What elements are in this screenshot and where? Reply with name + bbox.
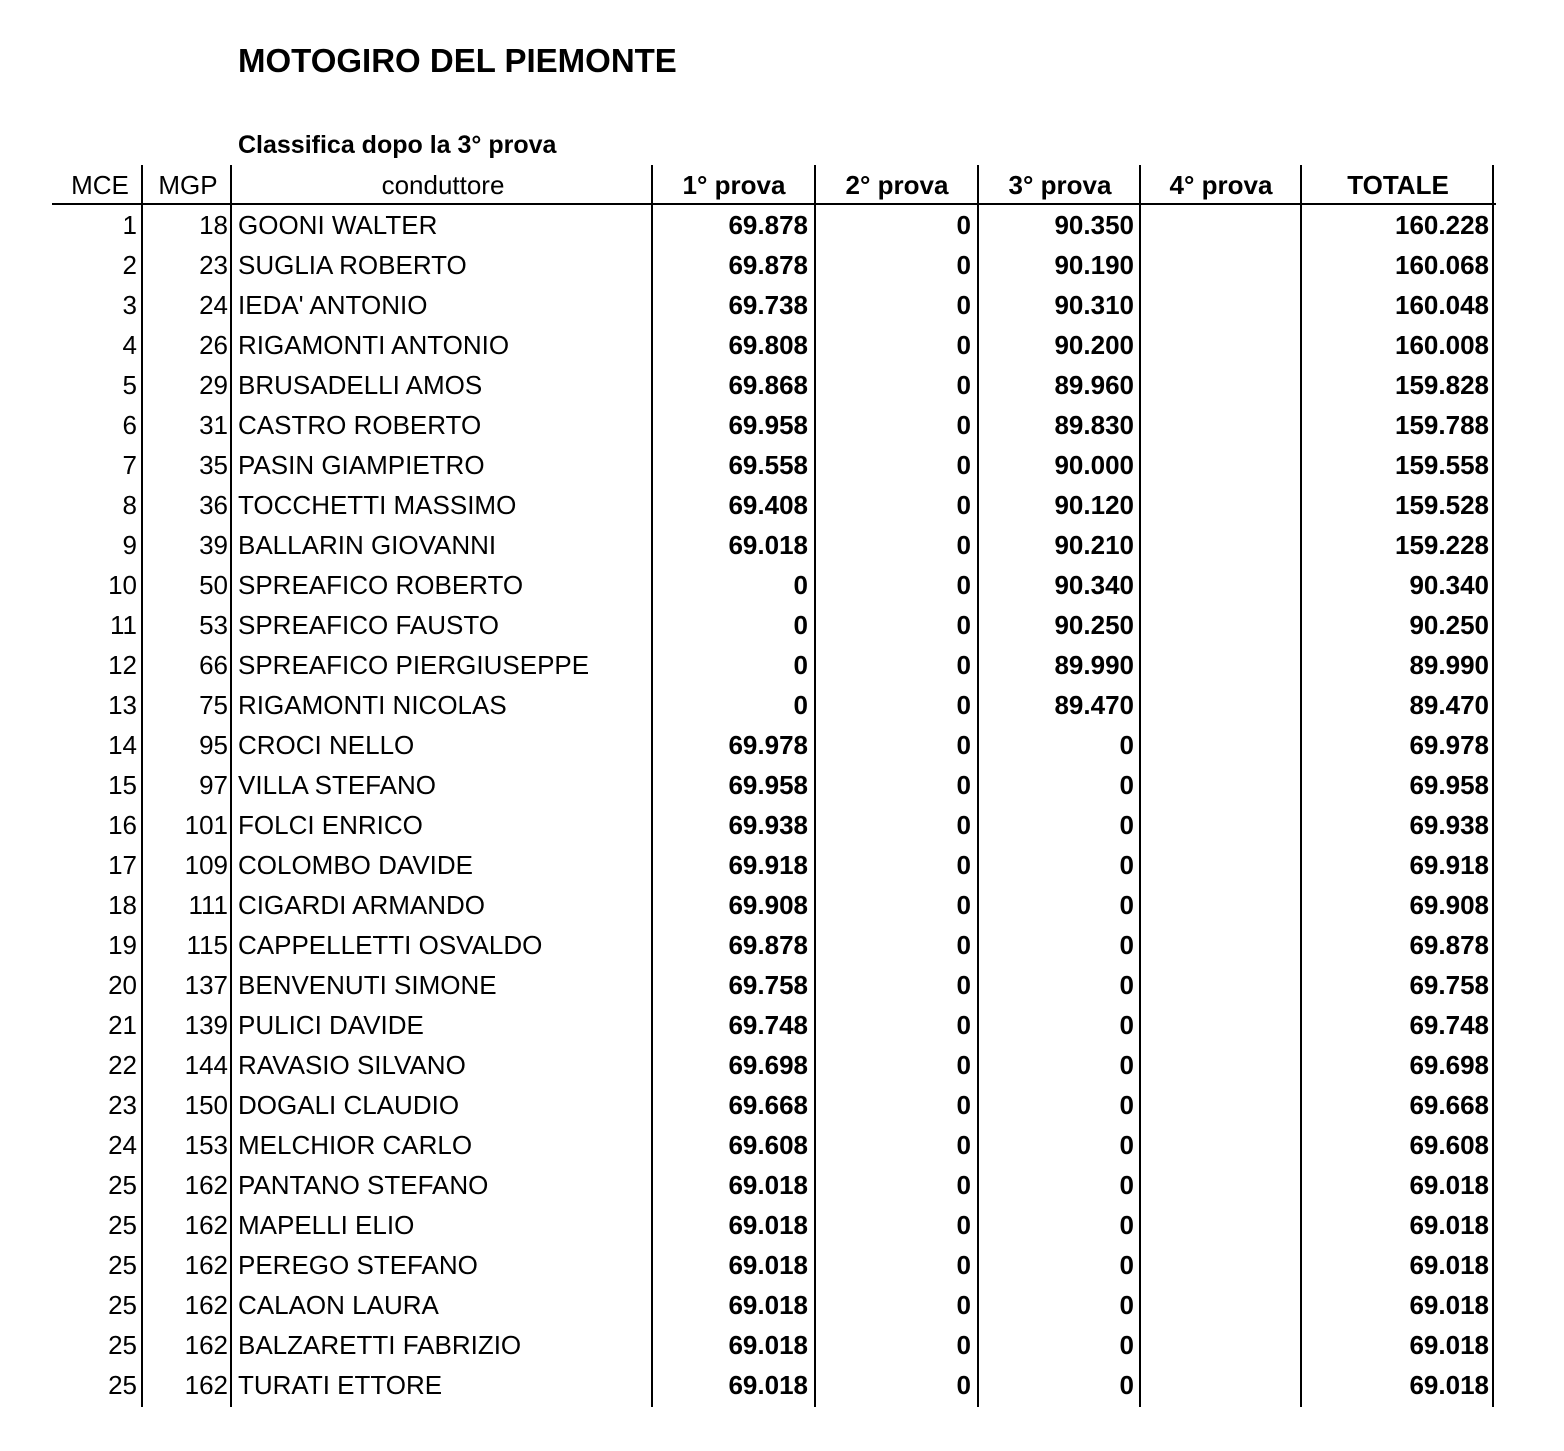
cell-mgp: 23 [199,250,228,280]
cell-mce: 20 [108,970,137,1000]
cell-mgp: 75 [199,690,228,720]
cell-prova-2: 0 [956,930,971,960]
cell-mgp: 101 [184,810,228,840]
cell-mce: 9 [122,530,137,560]
cell-conduttore: SPREAFICO FAUSTO [238,610,500,640]
cell-totale: 90.340 [1409,570,1489,600]
cell-prova-1: 69.738 [728,290,808,320]
cell-prova-1: 69.018 [728,1330,808,1360]
cell-totale: 160.008 [1395,330,1489,360]
cell-prova-4 [1143,445,1297,485]
cell-prova-1: 0 [793,570,808,600]
cell-prova-1: 69.018 [728,1210,808,1240]
cell-prova-3: 0 [1119,1090,1134,1120]
cell-prova-3: 0 [1119,1290,1134,1320]
cell-conduttore: BRUSADELLI AMOS [238,370,483,400]
cell-prova-2: 0 [956,1250,971,1280]
cell-prova-3: 90.340 [1054,570,1134,600]
cell-totale: 69.918 [1409,850,1489,880]
cell-mgp: 97 [199,770,228,800]
cell-prova-2: 0 [956,330,971,360]
cell-prova-1: 69.878 [728,250,808,280]
cell-prova-2: 0 [956,1090,971,1120]
cell-mce: 6 [122,410,137,440]
cell-prova-3: 90.000 [1054,450,1134,480]
table-row [0,1325,1564,1365]
cell-mce: 25 [108,1210,137,1240]
cell-prova-4 [1143,845,1297,885]
cell-mce: 23 [108,1090,137,1120]
cell-totale: 160.068 [1395,250,1489,280]
cell-prova-4 [1143,1005,1297,1045]
cell-mce: 1 [122,210,137,240]
cell-mgp: 26 [199,330,228,360]
cell-prova-1: 69.698 [728,1050,808,1080]
header-prova-4: 4° prova [1169,170,1273,200]
table-row [0,1365,1564,1405]
cell-prova-2: 0 [956,610,971,640]
table-row [0,245,1564,285]
cell-totale: 69.668 [1409,1090,1489,1120]
cell-prova-4 [1143,565,1297,605]
cell-conduttore: RIGAMONTI ANTONIO [238,330,510,360]
cell-prova-3: 0 [1119,770,1134,800]
cell-conduttore: TURATI ETTORE [238,1370,443,1400]
cell-prova-1: 69.868 [728,370,808,400]
cell-totale: 69.978 [1409,730,1489,760]
cell-totale: 90.250 [1409,610,1489,640]
table-row [0,685,1564,725]
page-subtitle: Classifica dopo la 3° prova [238,131,557,159]
cell-mgp: 162 [184,1370,228,1400]
cell-mgp: 111 [188,890,228,920]
cell-conduttore: BALZARETTI FABRIZIO [238,1330,522,1360]
cell-mgp: 153 [184,1130,228,1160]
cell-conduttore: PASIN GIAMPIETRO [238,450,485,480]
cell-mce: 2 [122,250,137,280]
table-row [0,925,1564,965]
cell-prova-4 [1143,405,1297,445]
cell-prova-1: 69.908 [728,890,808,920]
table-row [0,405,1564,445]
cell-mce: 25 [108,1250,137,1280]
cell-prova-1: 0 [793,650,808,680]
cell-conduttore: MAPELLI ELIO [238,1210,415,1240]
cell-conduttore: FOLCI ENRICO [238,810,423,840]
cell-conduttore: IEDA' ANTONIO [238,290,428,320]
cell-mgp: 24 [199,290,228,320]
cell-prova-4 [1143,925,1297,965]
cell-conduttore: BENVENUTI SIMONE [238,970,497,1000]
cell-prova-4 [1143,885,1297,925]
table-row [0,765,1564,805]
cell-prova-2: 0 [956,850,971,880]
cell-conduttore: CIGARDI ARMANDO [238,890,486,920]
cell-mce: 25 [108,1370,137,1400]
cell-prova-3: 0 [1119,1330,1134,1360]
cell-prova-1: 69.018 [728,1290,808,1320]
cell-prova-2: 0 [956,690,971,720]
cell-mce: 5 [122,370,137,400]
cell-prova-3: 90.350 [1054,210,1134,240]
cell-mce: 14 [108,730,137,760]
cell-mgp: 18 [199,210,228,240]
cell-conduttore: TOCCHETTI MASSIMO [238,490,517,520]
cell-totale: 159.828 [1395,370,1489,400]
page-title: MOTOGIRO DEL PIEMONTE [238,42,677,79]
cell-mgp: 162 [184,1250,228,1280]
cell-prova-4 [1143,725,1297,765]
table-row [0,885,1564,925]
cell-conduttore: COLOMBO DAVIDE [238,850,474,880]
cell-conduttore: PANTANO STEFANO [238,1170,489,1200]
cell-conduttore: GOONI WALTER [238,210,438,240]
header-totale: TOTALE [1347,170,1449,200]
cell-prova-3: 0 [1119,850,1134,880]
cell-conduttore: SUGLIA ROBERTO [238,250,467,280]
cell-prova-3: 0 [1119,970,1134,1000]
cell-prova-2: 0 [956,970,971,1000]
cell-prova-4 [1143,1045,1297,1085]
cell-prova-3: 0 [1119,1370,1134,1400]
cell-prova-3: 0 [1119,890,1134,920]
table-row [0,285,1564,325]
cell-mgp: 137 [184,970,228,1000]
cell-prova-1: 69.608 [728,1130,808,1160]
cell-conduttore: RIGAMONTI NICOLAS [238,690,507,720]
table-row [0,325,1564,365]
cell-prova-1: 69.938 [728,810,808,840]
cell-prova-2: 0 [956,290,971,320]
cell-prova-4 [1143,245,1297,285]
cell-prova-4 [1143,1085,1297,1125]
cell-prova-3: 90.190 [1054,250,1134,280]
cell-conduttore: CASTRO ROBERTO [238,410,482,440]
cell-prova-1: 69.408 [728,490,808,520]
header-conduttore: conduttore [381,170,505,200]
cell-prova-2: 0 [956,730,971,760]
cell-prova-1: 69.878 [728,930,808,960]
cell-prova-3: 90.120 [1054,490,1134,520]
cell-totale: 69.748 [1409,1010,1489,1040]
cell-prova-3: 89.960 [1054,370,1134,400]
cell-prova-4 [1143,685,1297,725]
cell-prova-2: 0 [956,890,971,920]
cell-prova-3: 90.310 [1054,290,1134,320]
cell-prova-3: 89.470 [1054,690,1134,720]
cell-prova-2: 0 [956,1010,971,1040]
cell-mce: 16 [108,810,137,840]
cell-prova-4 [1143,805,1297,845]
cell-prova-1: 69.558 [728,450,808,480]
cell-conduttore: CROCI NELLO [238,730,415,760]
header-mce: MCE [71,170,129,200]
cell-prova-4 [1143,365,1297,405]
cell-totale: 69.018 [1409,1330,1489,1360]
cell-prova-3: 0 [1119,1130,1134,1160]
header-prova-1: 1° prova [682,170,786,200]
cell-prova-4 [1143,1125,1297,1165]
cell-prova-3: 0 [1119,1170,1134,1200]
cell-prova-1: 0 [793,690,808,720]
cell-totale: 69.908 [1409,890,1489,920]
cell-prova-3: 0 [1119,1010,1134,1040]
cell-prova-3: 0 [1119,730,1134,760]
cell-mce: 19 [108,930,137,960]
cell-totale: 160.228 [1395,210,1489,240]
cell-prova-1: 69.808 [728,330,808,360]
cell-prova-2: 0 [956,1170,971,1200]
cell-conduttore: VILLA STEFANO [238,770,436,800]
cell-mgp: 31 [199,410,228,440]
cell-prova-4 [1143,965,1297,1005]
header-prova-2: 2° prova [845,170,949,200]
cell-mgp: 95 [199,730,228,760]
cell-prova-3: 90.250 [1054,610,1134,640]
cell-prova-1: 69.018 [728,1370,808,1400]
cell-prova-3: 0 [1119,930,1134,960]
cell-totale: 69.698 [1409,1050,1489,1080]
cell-prova-2: 0 [956,210,971,240]
cell-totale: 69.018 [1409,1210,1489,1240]
cell-prova-3: 0 [1119,1250,1134,1280]
cell-totale: 159.228 [1395,530,1489,560]
cell-mgp: 150 [184,1090,228,1120]
cell-prova-2: 0 [956,450,971,480]
cell-prova-4 [1143,205,1297,245]
cell-conduttore: RAVASIO SILVANO [238,1050,466,1080]
cell-prova-3: 0 [1119,1210,1134,1240]
cell-mce: 25 [108,1330,137,1360]
cell-mgp: 29 [199,370,228,400]
cell-prova-1: 69.758 [728,970,808,1000]
cell-prova-3: 90.210 [1054,530,1134,560]
cell-conduttore: BALLARIN GIOVANNI [238,530,497,560]
cell-prova-4 [1143,285,1297,325]
cell-prova-4 [1143,1165,1297,1205]
cell-conduttore: SPREAFICO ROBERTO [238,570,524,600]
table-row [0,645,1564,685]
cell-mce: 21 [108,1010,137,1040]
cell-prova-4 [1143,645,1297,685]
cell-prova-3: 0 [1119,810,1134,840]
cell-mce: 4 [122,330,137,360]
cell-mce: 25 [108,1170,137,1200]
cell-totale: 159.528 [1395,490,1489,520]
table-row [0,565,1564,605]
cell-totale: 69.608 [1409,1130,1489,1160]
cell-conduttore: PEREGO STEFANO [238,1250,478,1280]
cell-conduttore: CAPPELLETTI OSVALDO [238,930,543,960]
cell-mce: 15 [108,770,137,800]
cell-prova-2: 0 [956,1130,971,1160]
table-row [0,485,1564,525]
cell-mgp: 66 [199,650,228,680]
cell-conduttore: PULICI DAVIDE [238,1010,424,1040]
table-row [0,1165,1564,1205]
cell-mce: 11 [110,610,137,640]
cell-totale: 69.958 [1409,770,1489,800]
cell-mgp: 50 [199,570,228,600]
cell-mgp: 35 [199,450,228,480]
cell-prova-2: 0 [956,490,971,520]
cell-totale: 69.758 [1409,970,1489,1000]
cell-prova-2: 0 [956,370,971,400]
table-row [0,365,1564,405]
cell-mgp: 115 [186,930,228,960]
header-prova-3: 3° prova [1008,170,1112,200]
cell-prova-1: 69.978 [728,730,808,760]
cell-mce: 22 [108,1050,137,1080]
table-row [0,725,1564,765]
table-row [0,605,1564,645]
cell-prova-4 [1143,1365,1297,1405]
cell-totale: 89.470 [1409,690,1489,720]
table-row [0,1045,1564,1085]
cell-mce: 7 [122,450,137,480]
cell-conduttore: CALAON LAURA [238,1290,439,1320]
cell-conduttore: DOGALI CLAUDIO [238,1090,460,1120]
cell-prova-1: 69.918 [728,850,808,880]
cell-prova-4 [1143,525,1297,565]
cell-totale: 69.878 [1409,930,1489,960]
cell-mgp: 162 [184,1290,228,1320]
cell-mgp: 39 [199,530,228,560]
table-row [0,205,1564,245]
cell-totale: 69.938 [1409,810,1489,840]
cell-mgp: 53 [199,610,228,640]
table-row [0,1285,1564,1325]
cell-prova-1: 69.018 [728,1250,808,1280]
cell-prova-1: 69.958 [728,770,808,800]
cell-mgp: 109 [184,850,228,880]
header-mgp: MGP [158,170,218,200]
cell-mce: 17 [108,850,137,880]
cell-totale: 69.018 [1409,1250,1489,1280]
cell-mce: 18 [108,890,137,920]
cell-prova-2: 0 [956,570,971,600]
cell-prova-2: 0 [956,1290,971,1320]
cell-prova-2: 0 [956,1330,971,1360]
cell-prova-2: 0 [956,1050,971,1080]
cell-prova-1: 69.668 [728,1090,808,1120]
table-row [0,965,1564,1005]
cell-conduttore: SPREAFICO PIERGIUSEPPE [238,650,590,680]
table-row [0,445,1564,485]
cell-mgp: 162 [184,1170,228,1200]
cell-totale: 160.048 [1395,290,1489,320]
cell-prova-3: 90.200 [1054,330,1134,360]
cell-mce: 13 [108,690,137,720]
cell-mce: 24 [108,1130,137,1160]
cell-prova-3: 89.990 [1054,650,1134,680]
cell-prova-4 [1143,1205,1297,1245]
cell-prova-2: 0 [956,530,971,560]
cell-prova-3: 89.830 [1054,410,1134,440]
cell-prova-3: 0 [1119,1050,1134,1080]
cell-prova-2: 0 [956,1370,971,1400]
cell-prova-1: 0 [793,610,808,640]
table-row [0,805,1564,845]
table-row [0,845,1564,885]
cell-totale: 69.018 [1409,1170,1489,1200]
table-row [0,1085,1564,1125]
cell-prova-2: 0 [956,650,971,680]
cell-mgp: 36 [199,490,228,520]
table-row [0,1005,1564,1045]
cell-conduttore: MELCHIOR CARLO [238,1130,473,1160]
cell-mce: 8 [122,490,137,520]
cell-prova-4 [1143,325,1297,365]
cell-totale: 89.990 [1409,650,1489,680]
cell-prova-2: 0 [956,250,971,280]
cell-prova-4 [1143,1245,1297,1285]
cell-prova-4 [1143,1285,1297,1325]
cell-totale: 69.018 [1409,1370,1489,1400]
cell-prova-1: 69.878 [728,210,808,240]
cell-prova-2: 0 [956,810,971,840]
table-row [0,1125,1564,1165]
cell-prova-4 [1143,485,1297,525]
table-row [0,525,1564,565]
cell-prova-2: 0 [956,1210,971,1240]
cell-prova-4 [1143,1325,1297,1365]
cell-totale: 159.558 [1395,450,1489,480]
cell-totale: 69.018 [1409,1290,1489,1320]
table-row [0,1245,1564,1285]
cell-prova-4 [1143,605,1297,645]
cell-mce: 12 [108,650,137,680]
cell-mgp: 162 [184,1210,228,1240]
cell-mce: 25 [108,1290,137,1320]
cell-prova-1: 69.958 [728,410,808,440]
cell-mce: 10 [108,570,137,600]
cell-mce: 3 [122,290,137,320]
cell-mgp: 139 [184,1010,228,1040]
cell-mgp: 162 [184,1330,228,1360]
cell-prova-2: 0 [956,410,971,440]
cell-totale: 159.788 [1395,410,1489,440]
cell-prova-1: 69.018 [728,530,808,560]
cell-prova-1: 69.018 [728,1170,808,1200]
cell-prova-4 [1143,765,1297,805]
cell-prova-2: 0 [956,770,971,800]
cell-mgp: 144 [184,1050,228,1080]
table-row [0,1205,1564,1245]
cell-prova-1: 69.748 [728,1010,808,1040]
